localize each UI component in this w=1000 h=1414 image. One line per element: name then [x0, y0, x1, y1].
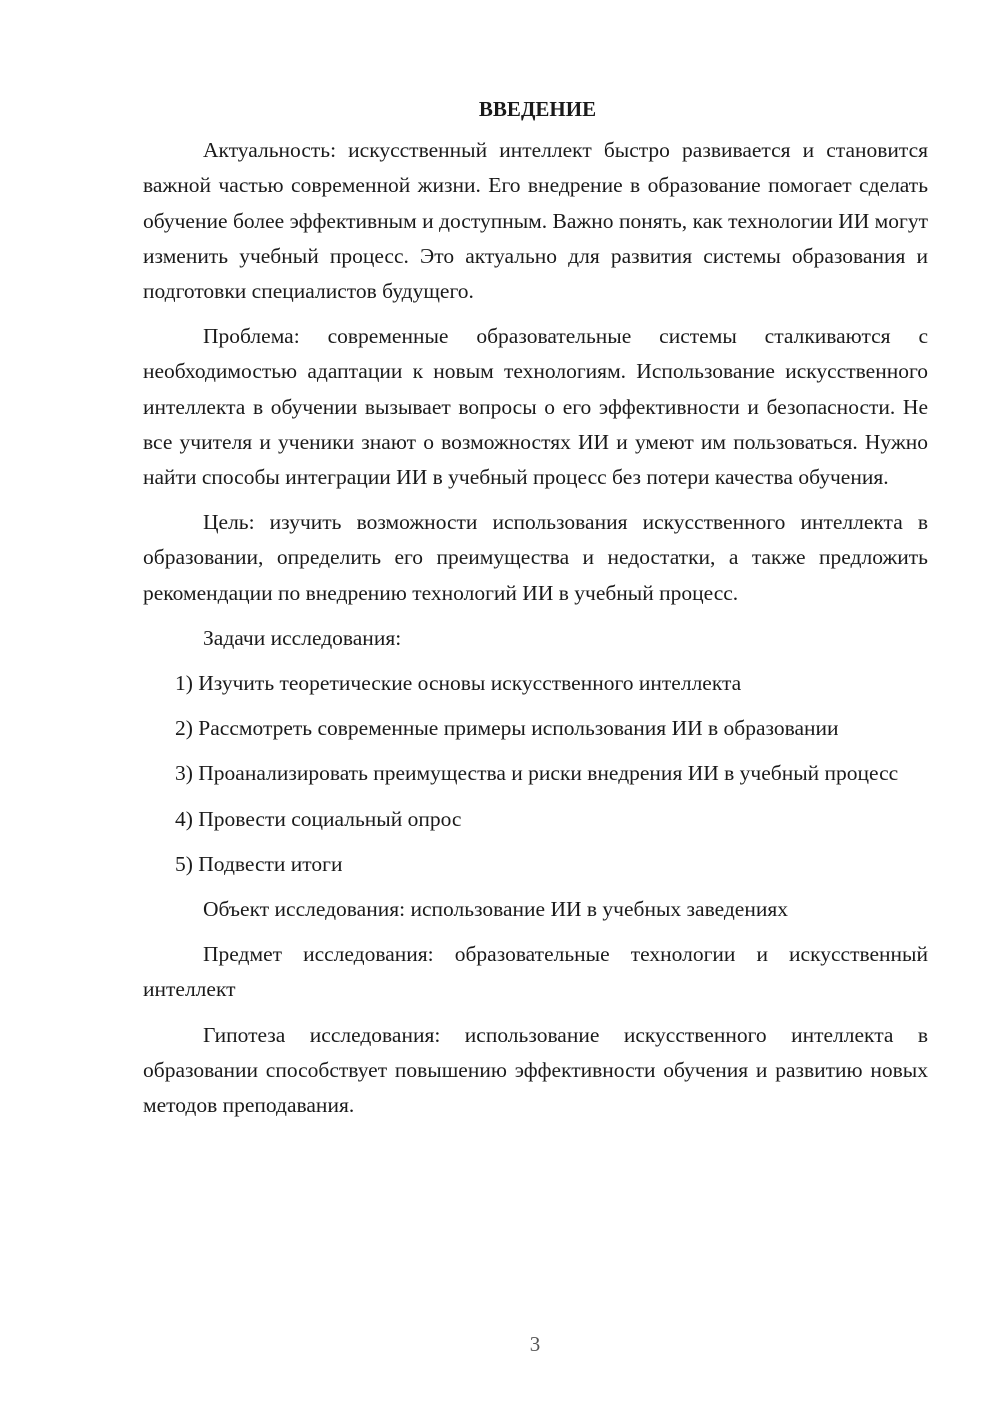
- paragraph-subject: Предмет исследования: образовательные технологии и искусственный интеллект: [143, 942, 928, 1002]
- paragraph-goal: Цель: изучить возможности использования искусственного интеллекта в образовании, определить его преимущества и недостатки, а также предложить рекомендации по внедрению технологий ИИ в учебный процесс.: [143, 510, 928, 605]
- paragraph-relevance: Актуальность: искусственный интеллект быстро развивается и становится важной частью современной жизни. Его внедрение в образование помогает сделать обучение более эффективным и доступным. Важно понять, как технологии ИИ могут изменить учебный процесс. Это актуально для развития системы образования и подготовки специалистов будущего.: [143, 138, 928, 304]
- page-title: ВВЕДЕНИЕ: [478, 97, 597, 121]
- page-number: 3: [529, 1332, 541, 1356]
- task-item-5: 5) Подвести итоги: [175, 851, 343, 876]
- task-item-1: 1) Изучить теоретические основы искусственного интеллекта: [175, 671, 742, 696]
- task-item-4: 4) Провести социальный опрос: [175, 806, 462, 831]
- paragraph-problem: Проблема: современные образовательные системы сталкиваются с необходимостью адаптации к новым технологиям. Использование искусственного интеллекта в обучении вызывает вопросы о его эффективности и безопасности. Не все учителя и ученики знают о возможностях ИИ и умеют им пользоваться. Нужно найти способы интеграции ИИ в учебный процесс без потери качества обучения.: [143, 324, 928, 490]
- tasks-heading: Задачи исследования:: [203, 625, 402, 650]
- task-item-3: 3) Проанализировать преимущества и риски внедрения ИИ в учебный процесс: [175, 761, 899, 786]
- task-item-2: 2) Рассмотреть современные примеры использования ИИ в образовании: [175, 716, 839, 741]
- paragraph-object: Объект исследования: использование ИИ в учебных заведениях: [203, 897, 788, 922]
- document-page: [143, 92, 928, 1133]
- paragraph-hypothesis: Гипотеза исследования: использование искусственного интеллекта в образовании способствует повышению эффективности обучения и развитию новых методов преподавания.: [143, 1022, 928, 1118]
